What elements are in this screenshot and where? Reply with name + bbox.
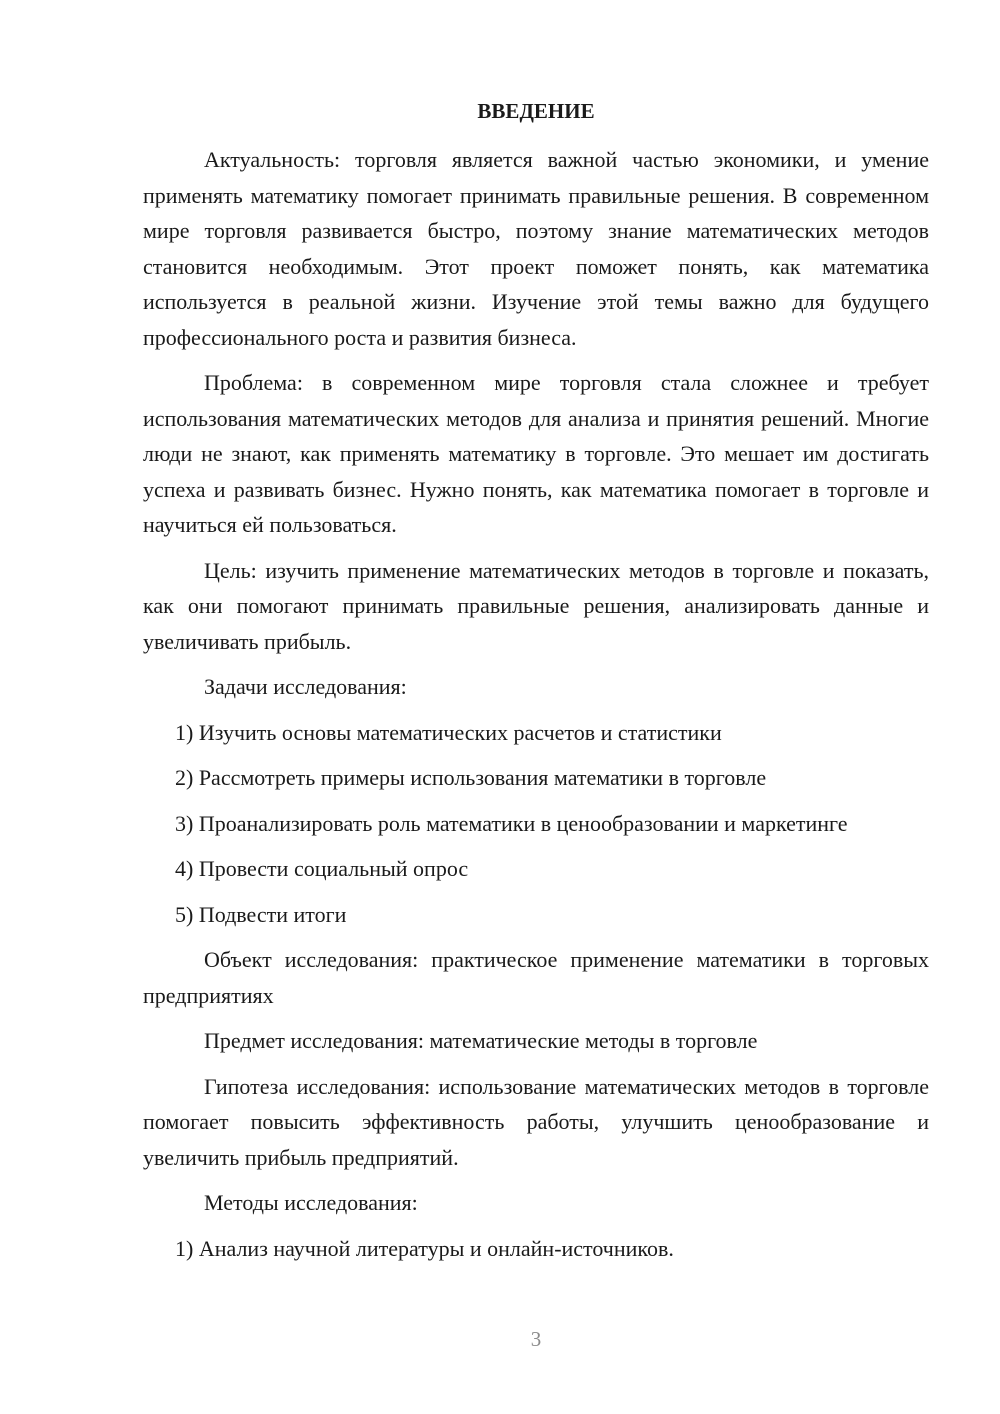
task-item: 2) Рассмотреть примеры использования математики в торговле [175,765,767,790]
methods-heading: Методы исследования: [204,1190,418,1215]
goal-paragraph: Цель: изучить применение математических методов в торговле и показать, как они помогают принимать правильные решения, анализировать данные и увеличивать прибыль. [143,557,929,654]
page-number: 3 [530,1327,542,1351]
task-item: 5) Подвести итоги [175,901,347,927]
page-title: ВВЕДЕНИЕ [477,99,595,123]
problem-paragraph: Проблема: в современном мире торговля стала сложнее и требует использования математических методов для анализа и принятия решений. Многие люди не знают, как применять математику в торговле. Это мешает им достигать успеха и развивать бизнес. Нужно понять, как математика помогает в торговле и научиться ей пользоваться. [143,370,929,537]
subject-paragraph: Предмет исследования: математические методы в торговле [204,1028,758,1053]
task-item: 3) Проанализировать роль математики в ценообразовании и маркетинге [175,810,848,836]
task-item: 4) Провести социальный опрос [175,856,469,881]
document-body [143,142,929,1276]
hypothesis-paragraph: Гипотеза исследования: использование математических методов в торговле помогает повысить эффективность работы, улучшить ценообразование и увеличить прибыль предприятий. [143,1073,929,1170]
tasks-list [143,715,929,933]
relevance-paragraph: Актуальность: торговля является важной частью экономики, и умение применять математику помогает принимать правильные решения. В современном мире торговля развивается быстро, поэтому знание математических методов становится необходимым. Этот проект поможет понять, как математика используется в реальной жизни. Изучение этой темы важно для будущего профессионального роста и развития бизнеса. [143,147,929,350]
method-item: 1) Анализ научной литературы и онлайн-источников. [175,1235,674,1261]
tasks-heading: Задачи исследования: [204,674,407,699]
task-item: 1) Изучить основы математических расчетов и статистики [175,719,722,745]
object-paragraph: Объект исследования: практическое применение математики в торговых предприятиях [143,947,929,1008]
methods-list [143,1231,929,1267]
